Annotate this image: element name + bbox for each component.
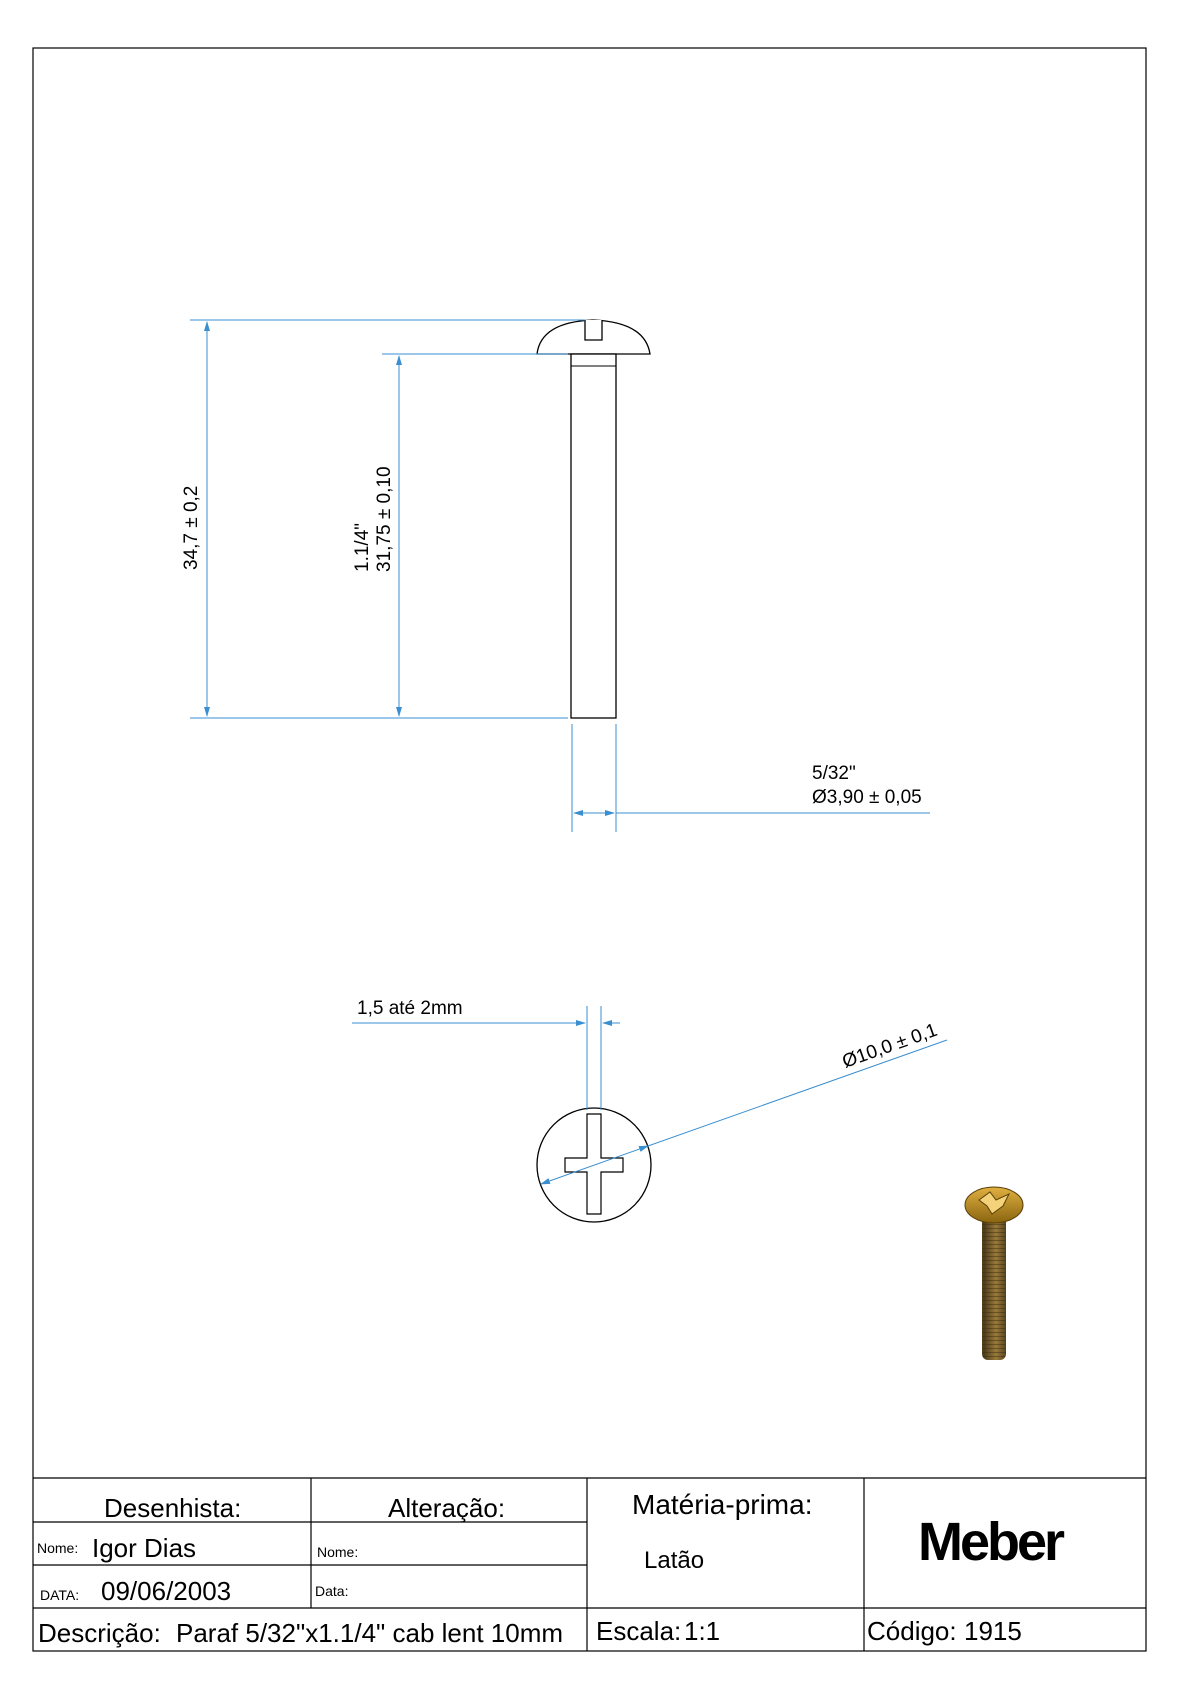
dim-slot-width [352,1006,620,1110]
name-label: Nome: [37,1540,79,1556]
meber-logo: Meber [918,1512,1063,1572]
sheet-border [33,48,1146,1651]
scale-value: 1:1 [684,1616,721,1646]
dim-shank-diameter [572,724,930,832]
change-label: Alteração: [388,1493,506,1523]
dim-shank-length-mm-label: 31,75 ± 0,10 [374,466,395,572]
dim-shank-diameter-mm-label: Ø3,90 ± 0,05 [812,787,922,808]
drafter-label: Desenhista: [104,1493,242,1523]
scale-label: Escala: [596,1616,682,1646]
code-value: 1915 [964,1616,1022,1646]
material-value: Latão [644,1547,705,1574]
screw-shank-outline [571,354,616,718]
screw-3d-illustration [965,1187,1023,1360]
drawing-date: 09/06/2003 [101,1576,232,1606]
description-label: Descrição: [38,1618,161,1648]
dim-shank-length-inch-label: 1.1/4" [352,522,373,572]
change-date-label: Data: [315,1583,349,1599]
dim-shank-length [382,354,568,716]
date-label: DATA: [40,1587,80,1603]
change-name-label: Nome: [317,1544,359,1560]
screw-slot-outline [585,320,602,340]
side-view [537,320,650,718]
dim-head-diameter-label: Ø10,0 ± 0,1 [839,1019,941,1073]
code-label: Código: [867,1616,957,1646]
drafter-name: Igor Dias [92,1533,197,1563]
material-label: Matéria-prima: [632,1489,813,1520]
dim-shank-diameter-inch-label: 5/32" [812,763,856,784]
dim-slot-width-label: 1,5 até 2mm [357,998,463,1019]
dim-overall-length-label: 34,7 ± 0,2 [181,485,202,570]
description-value: Paraf 5/32"x1.1/4" cab lent 10mm [176,1618,564,1648]
